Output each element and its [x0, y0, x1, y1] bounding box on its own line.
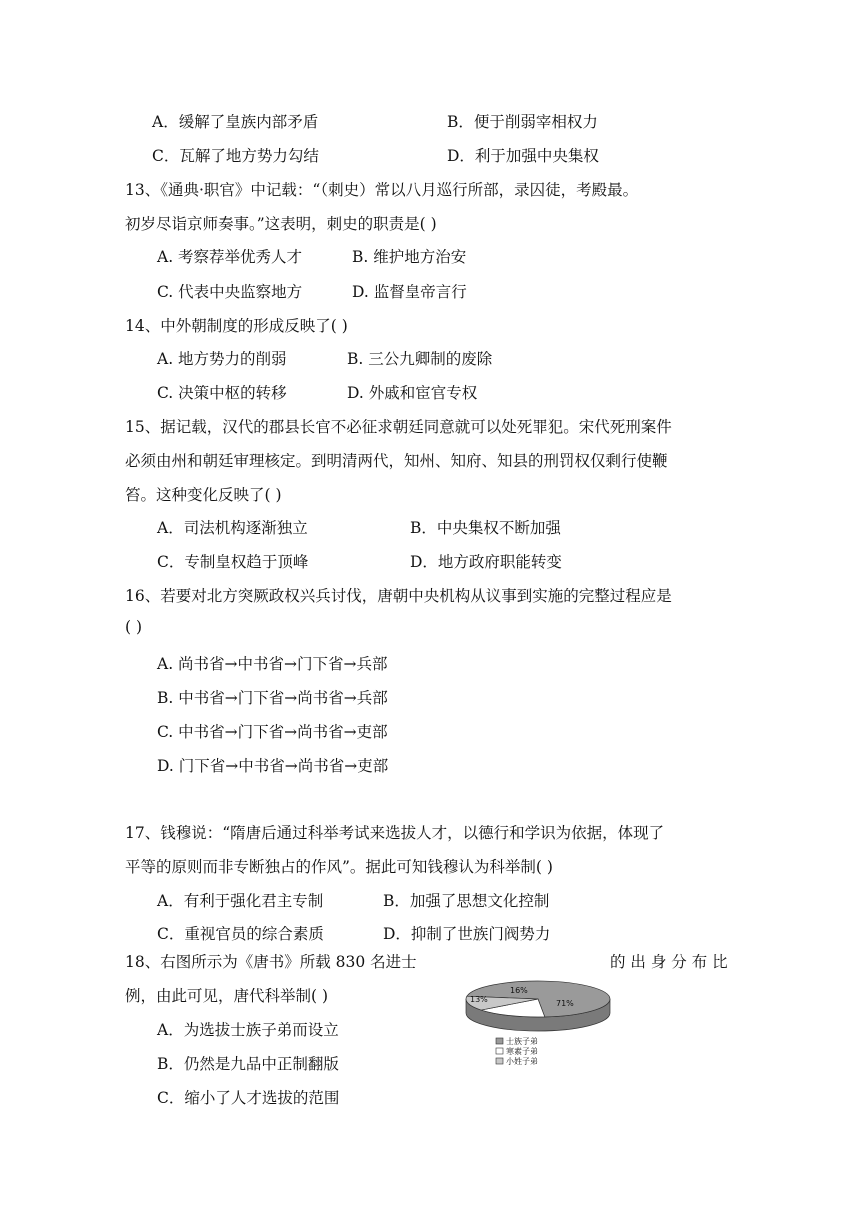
- pie-value-label-2: 13%: [470, 995, 488, 1004]
- q15-stem-line2: 必须由州和朝廷审理核定。到明清两代，知州、知府、知县的刑罚权仅剩行使鞭: [125, 452, 668, 470]
- legend-label-0: 士族子弟: [506, 1037, 538, 1046]
- q16-stem-line2: ( ): [125, 618, 143, 636]
- q15-stem-line1: 15、据记载，汉代的郡县长官不必征求朝廷同意就可以处死罪犯。宋代死刑案件: [125, 418, 672, 436]
- q13-option-d: D. 监督皇帝言行: [352, 283, 467, 301]
- q15-option-a: A．司法机构逐渐独立: [157, 519, 308, 537]
- pie-value-label-0: 71%: [556, 999, 574, 1008]
- q13-option-a: A. 考察荐举优秀人才: [157, 248, 303, 266]
- legend-label-1: 寒素子弟: [506, 1047, 538, 1056]
- q18-option-a: A．为选拔士族子弟而设立: [157, 1021, 339, 1039]
- q12-option-c: C．瓦解了地方势力勾结: [152, 147, 319, 165]
- q12-option-a: A．缓解了皇族内部矛盾: [152, 113, 319, 131]
- q14-option-a: A. 地方势力的削弱: [157, 350, 287, 368]
- legend-swatch-0: [496, 1038, 503, 1044]
- q15-option-d: D．地方政府职能转变: [410, 553, 562, 571]
- q14-option-c: C. 决策中枢的转移: [157, 384, 287, 402]
- q15-stem-line3: 笞。这种变化反映了( ): [125, 486, 282, 504]
- q17-option-b: B．加强了思想文化控制: [383, 892, 550, 910]
- q18-stem-line1-left: 18、右图所示为《唐书》所载 830 名进士: [125, 953, 417, 971]
- pie-chart: [448, 974, 613, 1084]
- q13-option-b: B. 维护地方治安: [352, 248, 467, 266]
- q18-option-c: C．缩小了人才选拔的范围: [157, 1089, 340, 1107]
- q18-option-b: B．仍然是九品中正制翻版: [157, 1055, 339, 1073]
- q18-stem-line1-right: 的 出 身 分 布 比: [610, 953, 728, 971]
- q17-option-c: C．重视官员的综合素质: [157, 925, 324, 943]
- q17-stem-line1: 17、钱穆说：“隋唐后通过科举考试来选拔人才，以德行和学识为依据，体现了: [125, 824, 665, 842]
- q18-stem-line2: 例，由此可见，唐代科举制( ): [125, 987, 329, 1005]
- q16-option-b: B. 中书省→门下省→尚书省→兵部: [157, 689, 388, 707]
- legend-swatch-2: [496, 1058, 503, 1064]
- q13-stem-line1: 13、《通典·职官》中记载：“（刺史）常以八月巡行所部，录囚徒，考殿最。: [125, 181, 639, 199]
- q14-option-b: B. 三公九卿制的废除: [347, 350, 493, 368]
- q15-option-c: C．专制皇权趋于顶峰: [157, 553, 309, 571]
- q15-option-b: B．中央集权不断加强: [410, 519, 561, 537]
- q16-option-c: C. 中书省→门下省→尚书省→吏部: [157, 723, 388, 741]
- q17-stem-line2: 平等的原则而非专断独占的作风”。据此可知钱穆认为科举制( ): [125, 858, 553, 876]
- q13-stem-line2: 初岁尽诣京师奏事。”这表明，刺史的职责是( ): [125, 215, 437, 233]
- q16-option-a: A. 尚书省→中书省→门下省→兵部: [157, 655, 388, 673]
- q12-option-d: D．利于加强中央集权: [447, 147, 599, 165]
- q17-option-a: A．有利于强化君主专制: [157, 892, 324, 910]
- legend-label-2: 小姓子弟: [506, 1057, 538, 1066]
- q14-option-d: D. 外戚和宦官专权: [347, 384, 478, 402]
- q14-stem: 14、中外朝制度的形成反映了( ): [125, 317, 348, 335]
- q13-option-c: C. 代表中央监察地方: [157, 283, 303, 301]
- pie-legend: [496, 1036, 538, 1066]
- pie-value-label-1: 16%: [510, 986, 528, 995]
- q17-option-d: D．抑制了世族门阀势力: [383, 925, 551, 943]
- q16-option-d: D. 门下省→中书省→尚书省→吏部: [157, 757, 389, 775]
- q16-stem-line1: 16、若要对北方突厥政权兴兵讨伐，唐朝中央机构从议事到实施的完整过程应是: [125, 587, 672, 605]
- legend-swatch-1: [496, 1048, 503, 1054]
- q12-option-b: B．便于削弱宰相权力: [447, 113, 598, 131]
